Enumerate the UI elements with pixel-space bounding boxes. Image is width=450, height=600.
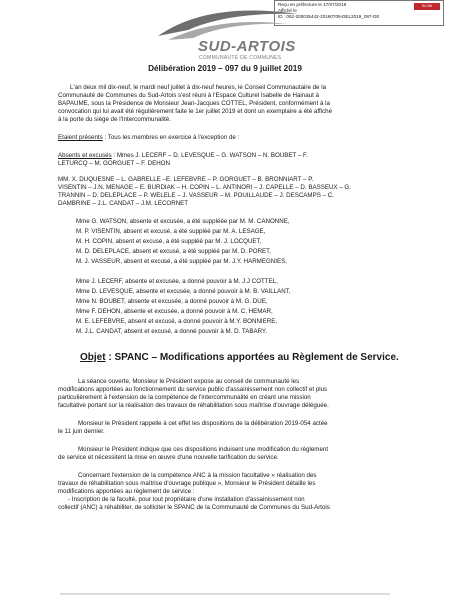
intro-line-5: à la porte du siège de l'Intercommunalité. <box>58 116 171 123</box>
absent-label: Absents et excusés <box>58 152 112 159</box>
intro-line-3: BAPAUME, sous la Présidence de Monsieur Jean-Jacques COTTEL, Président, conformément à la <box>58 100 330 107</box>
document-title: Délibération 2019 – 097 du 9 juillet 2019 <box>148 64 302 73</box>
proxy-5: M. E. LEFEBVRE, absent et excusé, a donné pouvoir à M.Y. BONNIERE, <box>76 318 278 325</box>
logo-name: SUD-ARTOIS <box>198 38 296 55</box>
page-footer-rule <box>60 593 390 595</box>
stamp-id: ID : 062-200035442-20190709-DEL2019_097-DE <box>278 14 380 19</box>
body1-line-4: facultative portant sur la réalisation des travaux de réhabilitation sous maîtrise d'ouvrage déléguée. <box>58 402 329 409</box>
present-text: : Tous les membres en exercice à l'exception de : <box>102 134 240 141</box>
absent-text-1: : Mmes J. LECERF – D. LEVESQUE – G. WATSON – N. BOUBET – F. <box>111 152 308 159</box>
objet-text: : SPANC – Modifications apportées au Règlement de Service. <box>105 352 399 363</box>
body4-line-1: Concernant l'extension de la compétence ANC à la mission facultative « réalisation des <box>78 472 317 479</box>
body4-line-4: - Inscription de la faculté, pour tout propriétaire d'une installation d'assainissement non <box>68 496 305 503</box>
objet-label: Objet <box>80 352 106 363</box>
proxy-1: Mme J. LECERF, absente et excusée, a donné pouvoir à M. J.J COTTEL, <box>76 278 278 285</box>
body1-line-3: particulièrement à l'extension de la compétence de l'intercommunalité en créant une mission <box>58 394 311 401</box>
intro-line-4: convocation qui lui avait été régulièrement faite le 1er juillet 2019 et dont un exemplaire a été affiché <box>58 108 333 115</box>
intro-line-2: Communauté de Communes du Sud-Artois s'est réuni à l'Espace Culturel Isabelle de Hainaut à <box>58 92 319 99</box>
present-line <box>58 134 396 142</box>
substitute-1: Mme G. WATSON, absente et excusée, a été suppléée par M. M. CANONNE, <box>76 218 290 225</box>
substitute-2: M. P. VISENTIN, absent et excusé, a été suppléé par M. A. LESAGE, <box>76 228 266 235</box>
body4-line-5: collectif (ANC) à réhabiliter, de solliciter le SPANC de la Communauté de Communes du Sud-Artois <box>58 504 330 511</box>
stamp-posted: Affiché le <box>278 8 297 13</box>
body3-line-1: Monsieur le Président indique que ces dispositions induisent une modification du règlement <box>78 446 329 453</box>
body4-line-3: modifications apportées au règlement de service : <box>58 488 195 495</box>
proxy-6: M. J.L. CANDAT, absent et excusé, a donné pouvoir à M. D. TABARY. <box>76 328 267 335</box>
stamp-received: Reçu en préfecture le 17/07/2019 <box>278 2 347 7</box>
body2-line-2: le 11 juin dernier. <box>58 428 105 435</box>
absent-line-2: LETURCQ – M. GORGUET – F. DEHON <box>58 160 170 167</box>
intro-line-1: L'an deux mil dix-neuf, le mardi neuf juillet à dix-neuf heures, le Conseil Communautaire de la <box>70 84 327 91</box>
members-line-4: DAMBRINE – J.L. CANDAT – J.M. LECORNET <box>58 200 189 207</box>
substitute-4: M. D. DELEPLACE, absent et excusé, a été suppléé par M. D. PORET, <box>76 248 271 255</box>
stamp-badge: SLOW <box>414 3 440 10</box>
absent-line-1 <box>58 152 396 160</box>
body2-line-1: Monsieur le Président rappelle à cet effet les dispositions de la délibération 2019-054 actée <box>78 420 328 427</box>
substitute-5: M. J. VASSEUR, absent et excusé, a été suppléé par M. J.Y. HARMEGNIES, <box>76 258 287 265</box>
logo-subtitle: COMMUNAUTÉ DE COMMUNES <box>199 55 282 61</box>
body1-line-2: modifications apportées au fonctionnement du service public d'assainissement non collectif et plus <box>58 386 328 393</box>
proxy-4: Mme F. DEHON, absente et excusée, a donné pouvoir à M. C. HEMAR, <box>76 308 273 315</box>
proxy-2: Mme D. LEVESQUE, absente et excusée, a donné pouvoir à M. B. VAILLANT, <box>76 288 291 295</box>
sud-artois-logo <box>148 6 308 62</box>
objet-heading <box>80 352 399 363</box>
members-line-1: MM. X. DUQUESNE – L. GABRELLE –E. LEFEBVRE – P. GORGUET – B. BRONNIART – P. <box>58 176 314 183</box>
body4-line-2: travaux de réhabilitation sous maîtrise d'ouvrage publique », Monsieur le Président détaille les <box>58 480 316 487</box>
present-label: Etaient présents <box>58 134 103 141</box>
substitute-3: M. H. COPIN, absent et excusé, a été suppléé par M. J. LOCQUET, <box>76 238 262 245</box>
body3-line-2: de service et nécessitent la mise en œuvre d'une nouvelle tarification du service. <box>58 454 279 461</box>
body1-line-1: La séance ouverte, Monsieur le Président expose au conseil de communauté les <box>78 378 300 385</box>
proxy-3: Mme N. BOUBET, absente et excusée, a donné pouvoir à M. G. DUE, <box>76 298 268 305</box>
members-line-3: TRANNIN – D. DELEPLACE – P. WELELE – J. VASSEUR – M. POUILLAUDE – J. DESCAMPS – C. <box>58 192 334 199</box>
members-line-2: VISENTIN – J.N. MENAGE – E. BURDIAK – H. COPIN – L. ANTINORI – J. CAPELLE – D. BASSEUX – G. <box>58 184 351 191</box>
